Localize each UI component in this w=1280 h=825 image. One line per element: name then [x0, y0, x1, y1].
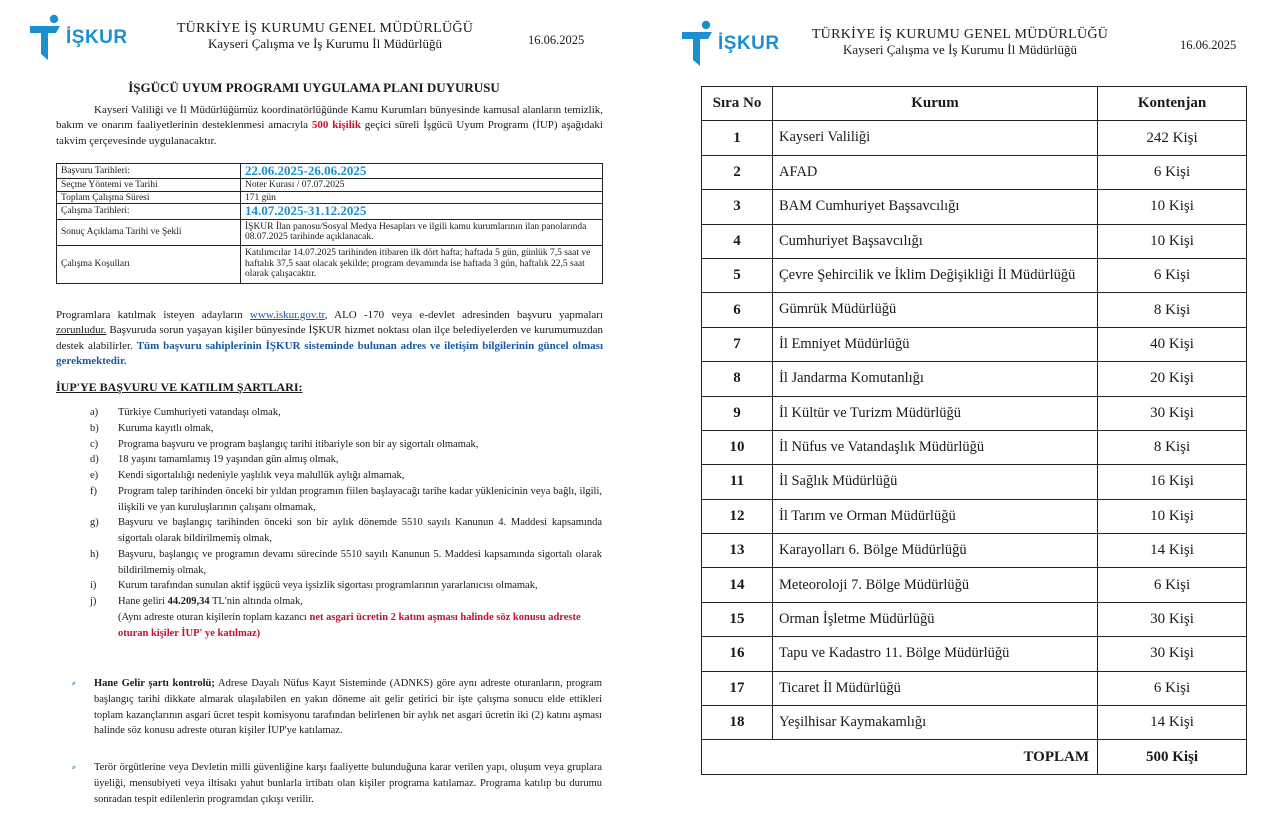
- table-row: 3 BAM Cumhuriyet Başsavcılığı 10 Kişi: [702, 190, 1247, 224]
- header-subtitle: Kayseri Çalışma ve İş Kurumu İl Müdürlüğü: [843, 42, 1077, 58]
- header-subtitle: Kayseri Çalışma ve İş Kurumu İl Müdürlüğü: [208, 36, 442, 52]
- table-row: 7 İl Emniyet Müdürlüğü 40 Kişi: [702, 327, 1247, 361]
- participant-count: 500 kişilik: [311, 119, 361, 132]
- contact-info-warning: Tüm başvuru sahiplerinin İŞKUR sisteminde bulunan adres ve iletişim bilgilerinin güncel olması gerekmektedir.: [56, 339, 603, 368]
- schedule-row: Sonuç Açıklama Tarihi ve Şekli İŞKUR İlan panosu/Sosyal Medya Hesapları ve ilgili kamu kurumlarının ilan panolarında 08.07.2025 tarihinde açıklanacak.: [57, 219, 603, 245]
- table-row: 15 Orman İşletme Müdürlüğü 30 Kişi: [702, 602, 1247, 636]
- table-row: 4 Cumhuriyet Başsavcılığı 10 Kişi: [702, 224, 1247, 258]
- page-divider: [640, 0, 650, 825]
- condition-item: g) Başvuru ve başlangıç tarihinden önceki son bir aylık dönemde 5510 sayılı Kanunun 4. Maddesi kapsamında sigortalı olarak bildirilmemiş olmak,: [90, 517, 602, 544]
- income-limit: 44.209,34: [167, 596, 210, 607]
- bullet-icon: ⸗: [72, 678, 76, 689]
- document-date: 16.06.2025: [528, 33, 585, 47]
- table-row: 9 İl Kültür ve Turizm Müdürlüğü 30 Kişi: [702, 396, 1247, 430]
- table-row: 10 İl Nüfus ve Vatandaşlık Müdürlüğü 8 Kişi: [702, 430, 1247, 464]
- security-rule: ⸗ Terör örgütlerine veya Devletin milli güvenliğine karşı faaliyette bulunduğuna karar verilen yapı, oluşum veya gruplara üyeliği, mensubiyeti veya iltisakı yahut bunlarla irtibatı olan kişiler programa katılamaz. Programa katılıp bu durumu sonradan tespit edilenlerin programdan çıkışı verilir.: [72, 760, 602, 807]
- table-header-row: [702, 87, 1247, 121]
- column-header-institution: Kurum: [773, 87, 1098, 121]
- table-row: 8 İl Jandarma Komutanlığı 20 Kişi: [702, 362, 1247, 396]
- total-value: 500 Kişi: [1098, 740, 1247, 774]
- document-title: İŞGÜCÜ UYUM PROGRAMI UYGULAMA PLANI DUYURUSU: [128, 80, 500, 95]
- schedule-row: Çalışma Koşulları Katılımcılar 14.07.2025 tarihinden itibaren ilk dört hafta; haftada 5 gün, günlük 7,5 saat ve haftalık 37,5 saat olacak şekilde; program devamında ise haftada 3 gün, haftalık 22,5 saat olarak çalışacaktır.: [57, 245, 603, 283]
- table-row: 12 İl Tarım ve Orman Müdürlüğü 10 Kişi: [702, 499, 1247, 533]
- quota-table: [701, 86, 1247, 775]
- iskur-logo-icon: [30, 14, 64, 62]
- column-header-no: Sıra No: [702, 87, 773, 121]
- table-row: 1 Kayseri Valiliği 242 Kişi: [702, 121, 1247, 155]
- table-row: 16 Tapu ve Kadastro 11. Bölge Müdürlüğü 30 Kişi: [702, 637, 1247, 671]
- condition-item-income: j) Hane geliri 44.209,34 TL'nin altında olmak,: [90, 596, 303, 607]
- table-row: 17 Ticaret İl Müdürlüğü 6 Kişi: [702, 671, 1247, 705]
- condition-item: h) Başvuru, başlangıç ve programın devamı sürecinde 5510 sayılı Kanunun 5. Maddesi kapsamında sigortalı olarak bildirilmemiş olmak,: [90, 548, 602, 576]
- table-row: 2 AFAD 6 Kişi: [702, 155, 1247, 189]
- condition-item: i) Kurum tarafından sunulan aktif işgücü veya işsizlik sigortası programlarının yararlanıcısı olmamak,: [90, 580, 538, 592]
- announcement-page: [0, 0, 628, 825]
- condition-item: d) 18 yaşını tamamlamış 19 yaşından gün almış olmak,: [90, 454, 339, 466]
- header-title: TÜRKİYE İŞ KURUMU GENEL MÜDÜRLÜĞÜ: [176, 21, 474, 36]
- page-header: [810, 27, 1110, 58]
- conditions-heading: İUP'YE BAŞVURU VE KATILIM ŞARTLARI:: [56, 380, 303, 394]
- schedule-row: Toplam Çalışma Süresi 171 gün: [57, 192, 603, 204]
- table-row: 14 Meteoroloji 7. Bölge Müdürlüğü 6 Kişi: [702, 568, 1247, 602]
- intro-paragraph: Kayseri Valiliği ve İl Müdürlüğümüz koordinatörlüğünde Kamu Kurumları bünyesinde kamusal alanların temizlik, bakım ve onarım faaliyetlerinin desteklenmesi amacıyla 500 kişilik geçici süreli İşgücü Uyum Programı (İUP) aşağıdaki takvim çerçevesinde uygulanacaktır.: [56, 104, 603, 147]
- condition-item: f) Program talep tarihinden önceki bir yıldan programın fiilen başlayacağı tarihe kadar yüklenicinin veya bağlı, ilgili, ilişkili ve yan kuruluşlarının çalışanı olmamak,: [90, 485, 602, 513]
- page-header: [150, 21, 500, 52]
- schedule-table: [56, 163, 603, 284]
- table-row: 5 Çevre Şehircilik ve İklim Değişikliği İl Müdürlüğü 6 Kişi: [702, 258, 1247, 292]
- bullet-icon: ⸗: [72, 762, 76, 773]
- iskur-website-link[interactable]: www.iskur.gov.tr: [249, 309, 325, 321]
- total-label: TOPLAM: [702, 740, 1098, 774]
- condition-item: a) Türkiye Cumhuriyeti vatandaşı olmak,: [90, 407, 281, 418]
- household-income-rule: ⸗ Hane Gelir şartı kontrolü; Adrese Dayalı Nüfus Kayıt Sisteminde (ADNKS) göre aynı adreste oturanların, program başlangıç tarihi dikkate almarak ulaşılabilen en yakın döneme ait gelir getirici bir işte çalışma sonucu elde ettikleri toplam kazançlarının asgari ücret tespit komisyonu tarafından belirlenen bir aylık net asgari ücretin iki (2) katını aşması halinde söz konusu adreste oturan kişiler İUP'ye katılamaz.: [72, 676, 602, 739]
- table-row: 13 Karayolları 6. Bölge Müdürlüğü 14 Kişi: [702, 534, 1247, 568]
- column-header-quota: Kontenjan: [1098, 87, 1247, 121]
- quota-page: [660, 0, 1280, 825]
- iskur-logo: [30, 14, 128, 62]
- iskur-logo: [682, 20, 780, 68]
- document-date: 16.06.2025: [1180, 38, 1237, 52]
- schedule-row: Seçme Yöntemi ve Tarihi Noter Kurası / 07.07.2025: [57, 179, 603, 192]
- condition-item: c) Programa başvuru ve program başlangıç tarihi itibariyle son bir ay sigortalı olmamak,: [90, 438, 479, 450]
- total-row: [702, 740, 1247, 774]
- application-paragraph: Programlara katılmak isteyen adayların www.iskur.gov.tr, ALO -170 veya e-devlet adresinden başvuru yapmaları zorunludur. Başvuruda sorun yaşayan kişiler bünyesinde İŞKUR hizmet noktası olan ilçe belediyelerden ve kurumumuzdan destek alabilirler. Tüm başvuru sahiplerinin İŞKUR sisteminde bulunan adres ve iletişim bilgilerinin güncel olması gerekmektedir.: [56, 309, 604, 368]
- table-row: 6 Gümrük Müdürlüğü 8 Kişi: [702, 293, 1247, 327]
- header-title: TÜRKİYE İŞ KURUMU GENEL MÜDÜRLÜĞÜ: [811, 27, 1109, 42]
- iskur-logo-icon: [682, 20, 716, 68]
- condition-item: b) Kuruma kayıtlı olmak,: [90, 422, 214, 434]
- income-note: (Aynı adreste oturan kişilerin toplam kazancı net asgari ücretin 2 katını aşması halinde söz konusu adreste oturan kişiler İUP' ye katılmaz): [118, 611, 581, 639]
- schedule-row: Çalışma Tarihleri: 14.07.2025-31.12.2025: [57, 204, 603, 219]
- table-row: 11 İl Sağlık Müdürlüğü 16 Kişi: [702, 465, 1247, 499]
- logo-text: İŞKUR: [66, 27, 128, 48]
- conditions-list: [90, 405, 602, 641]
- condition-item: e) Kendi sigortalılığı nedeniyle yaşlılık veya malullük aylığı almamak,: [90, 470, 405, 481]
- schedule-row: Başvuru Tarihleri: 22.06.2025-26.06.2025: [57, 164, 603, 179]
- logo-text: İŞKUR: [718, 33, 780, 54]
- table-row: 18 Yeşilhisar Kaymakamlığı 14 Kişi: [702, 706, 1247, 740]
